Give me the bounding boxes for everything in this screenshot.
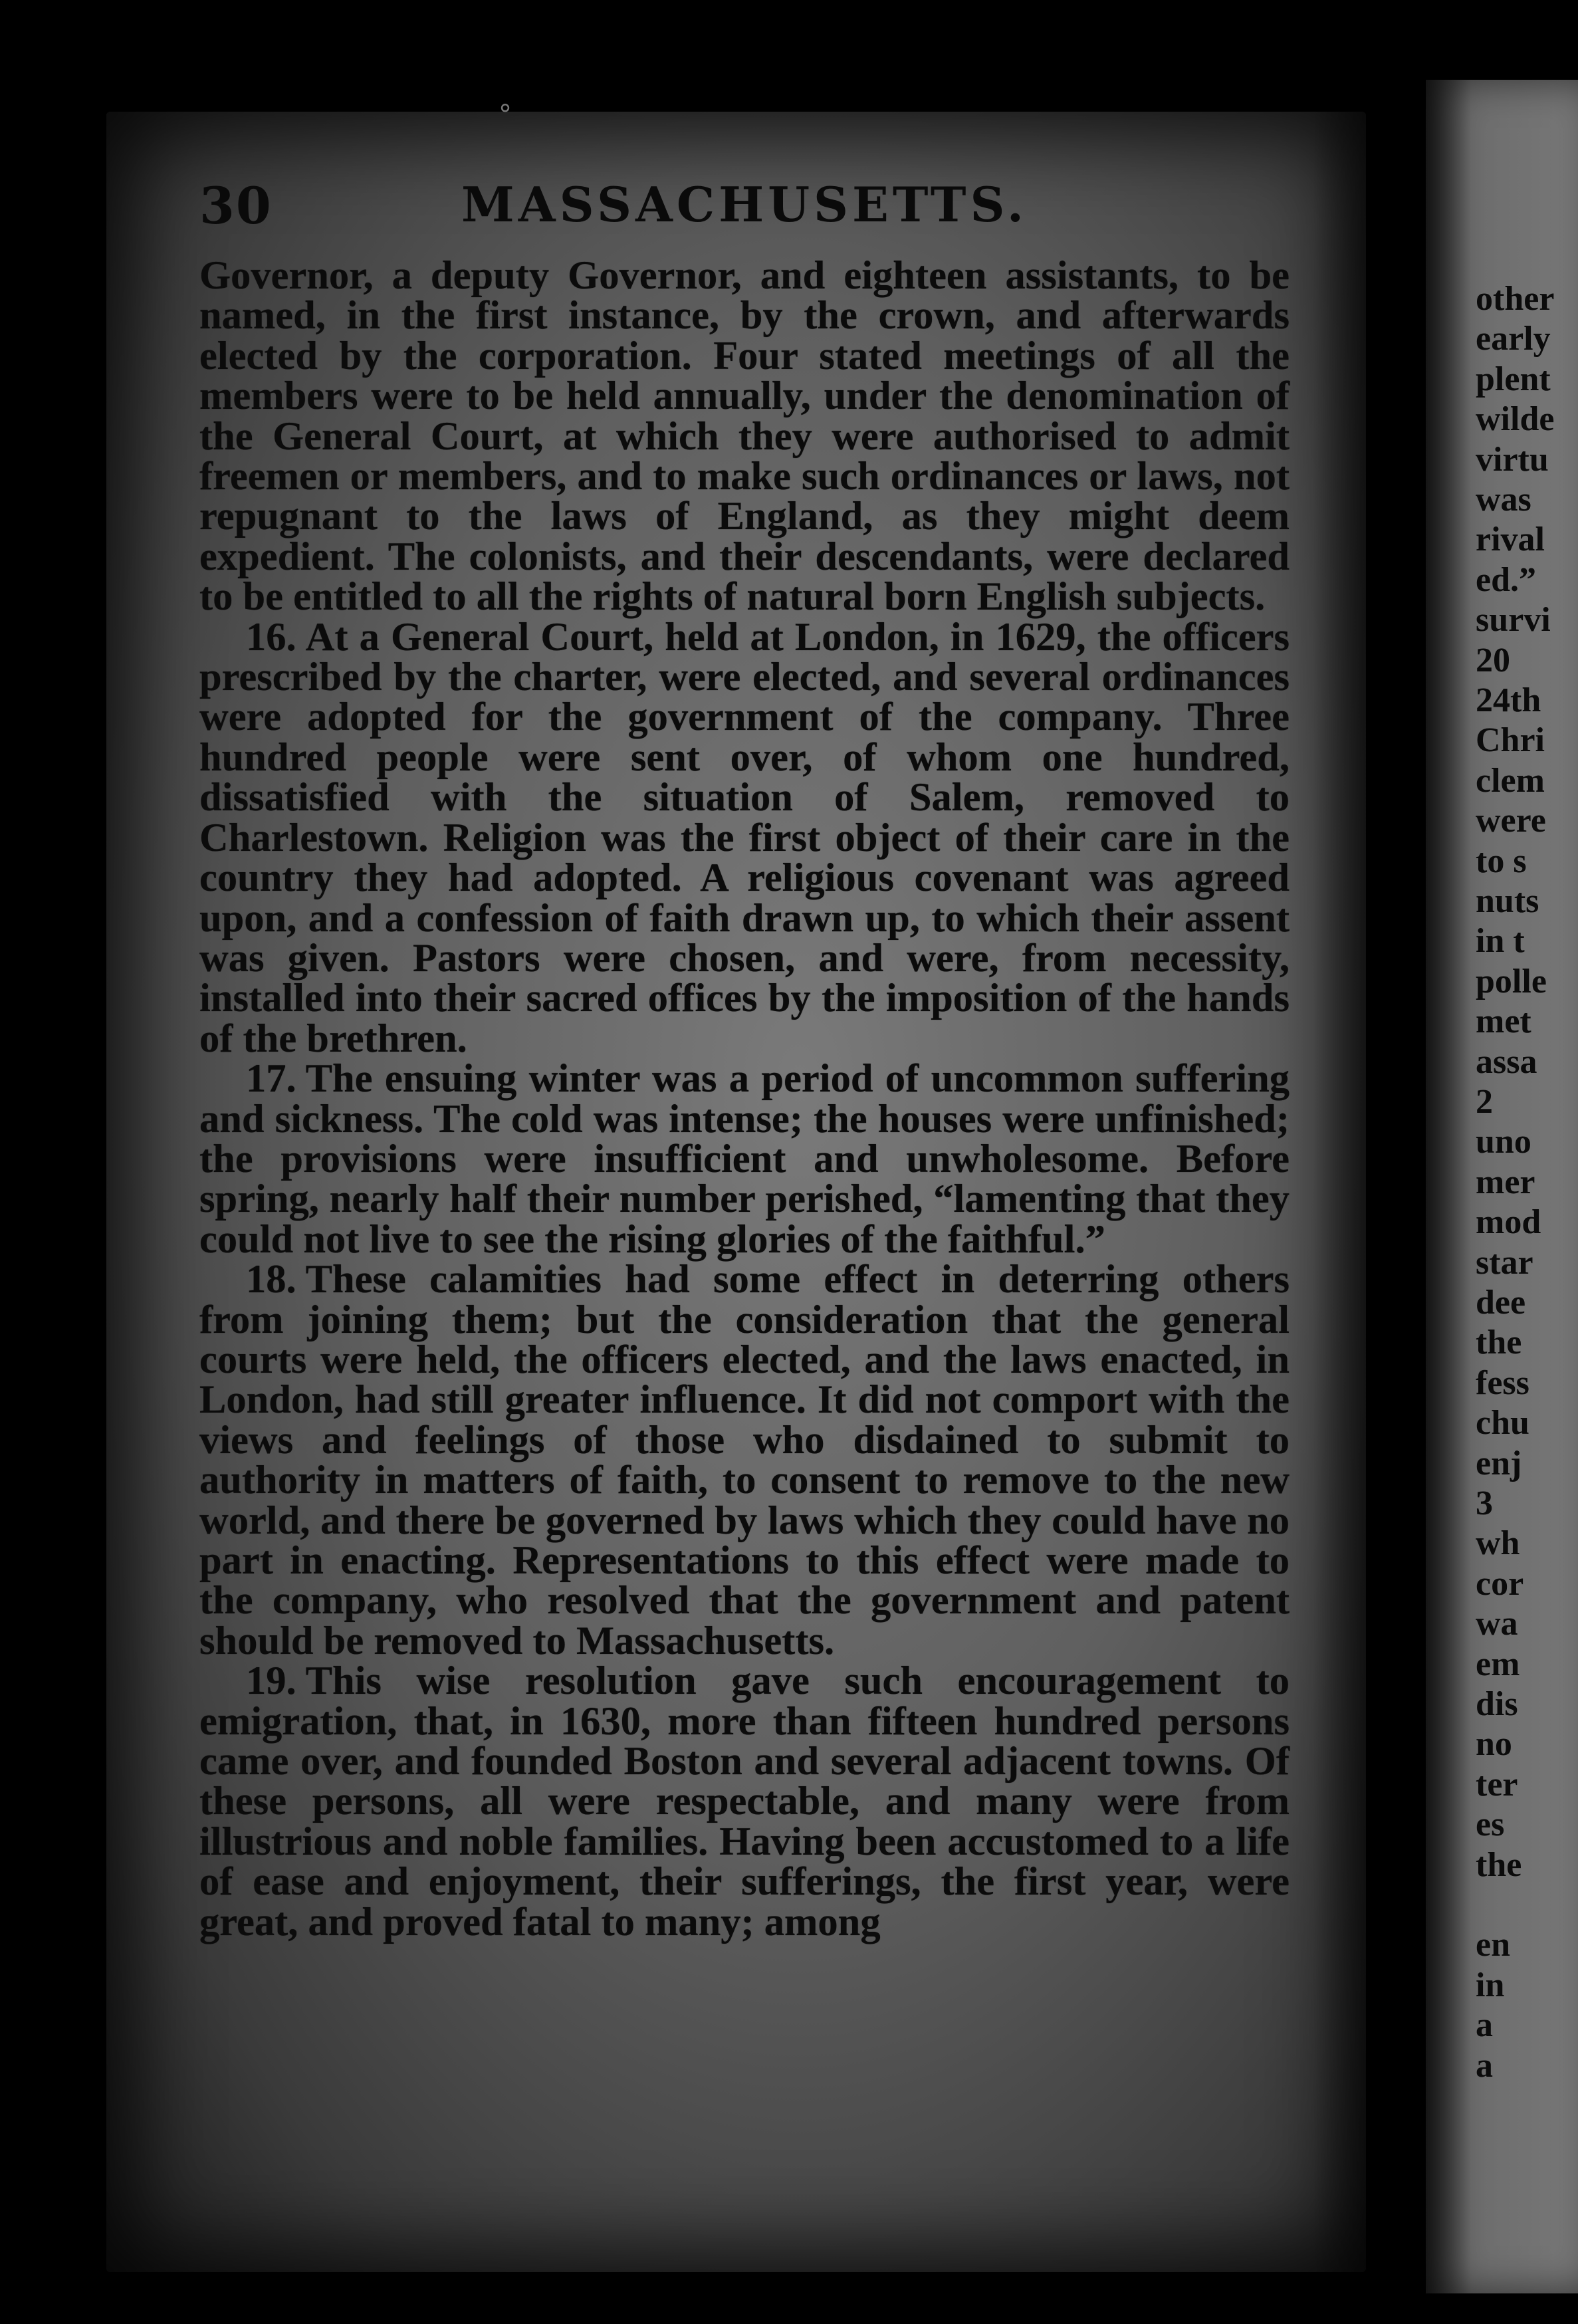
right-page-fragment: in t [1476,922,1525,961]
paragraph-18 [199,1257,1290,1663]
right-page-fragment: polle [1476,962,1547,1000]
paragraph-15-continued [199,253,1290,620]
paragraph-number: 19. [246,1659,296,1704]
right-page-fragment: in [1476,1966,1505,2004]
right-page-fragment: mer [1476,1163,1535,1201]
right-page-fragment: dee [1476,1284,1526,1322]
right-page-fragment: survi [1476,601,1551,639]
right-page-fragment: other [1476,280,1555,318]
right-page-fragment: assa [1476,1042,1537,1081]
right-page-fragment: wilde [1476,400,1555,439]
running-head: MASSACHUSETTS. [461,176,1028,233]
paragraph-text: The ensuing winter was a period of uncommon suffering and sickness. The cold was intense; the houses were unfinished; the provisions were insufficient and unwholesome. Before spring, nearly half their number perished, “lamenting that they could not live to see the rising glories of the faithful.” [199,1056,1290,1262]
right-page-fragment: wa [1476,1605,1518,1643]
paragraph-17 [199,1056,1290,1262]
paragraph-text: These calamities had some effect in deterring others from joining them; but the consideration that the general courts were held, the officers elected, and the laws enacted, in London, had still greater influence. It did not comport with the views and feelings of those who disdained to submit to authority in matters of faith, to consent to remove to the new world, and there be governed by laws which they could have no part in enacting. Representations to this effect were made to the company, who resolved that the government and patent should be removed to Massachusetts. [199,1257,1290,1663]
right-page-fragment: en [1476,1926,1510,1964]
right-page-fragment: ter [1476,1765,1518,1803]
page-body-text [199,253,1290,1944]
right-page-fragment: Chri [1476,721,1545,760]
right-page-fragment: wh [1476,1524,1520,1563]
right-page-fragment: uno [1476,1123,1531,1161]
paragraph-text: Governor, a deputy Governor, and eighteen assistants, to be named, in the first instance, by the crown, and afterwards elected by the corporation. Four stated meetings of all the members were to be held annually, under the denomination of the General Court, at which they were authorised to admit freemen or members, and to make such ordinances or laws, not repugnant to the laws of England, as they might deem expedient. The colonists, and their descendants, were declared to be entitled to all the rights of natural born English subjects. [199,253,1290,620]
paragraph-text: At a General Court, held at London, in 1629, the officers prescribed by the charter, were elected, and several ordinances were adopted for the government of the company. Three hundred people were sent over, of whom one hundred, dissatisfied with the situation of Salem, removed to Charlestown. Religion was the first object of their care in the country they had adopted. A religious covenant was agreed upon, and a confession of faith drawn up, to which their assent was given. Pastors were chosen, and were, from necessity, installed into their sacred offices by the imposition of the hands of the brethren. [199,614,1290,1061]
paragraph-text: This wise resolution gave such encouragement to emigration, that, in 1630, more than fifteen hundred persons came over, and founded Boston and several adjacent towns. Of these persons, all were respectable, and many were from illustrious and noble families. Having been accustomed to a life of ease and enjoyment, their sufferings, the first year, were great, and proved fatal to many; among [199,1659,1290,1944]
right-page-fragment: cor [1476,1564,1524,1603]
right-page-fragment: met [1476,1002,1531,1041]
paragraph-number: 16. [246,614,296,659]
right-page-fragment: 3 [1476,1484,1493,1522]
right-page-fragment: were [1476,802,1546,840]
right-page-fragment: chu [1476,1404,1529,1443]
right-page-fragment: 20 [1476,641,1510,679]
right-page-fragment: early [1476,320,1551,358]
right-page-fragment: ed.” [1476,560,1536,599]
right-page-fragment: enj [1476,1444,1522,1482]
right-page-fragment: star [1476,1243,1533,1282]
page-header [199,176,1290,236]
right-page-fragment: the [1476,1845,1522,1884]
right-page-fragment: 24th [1476,681,1541,719]
right-page-fragment: nuts [1476,882,1539,920]
page-gutter [1366,0,1426,2324]
paragraph-number: 17. [246,1056,296,1102]
right-page-fragment: em [1476,1645,1520,1683]
right-page-fragment: to s [1476,842,1527,880]
right-page-fragment: dis [1476,1685,1518,1723]
right-page-fragment: plent [1476,360,1551,398]
right-page-fragment: fess [1476,1363,1529,1402]
right-page-fragment: was [1476,481,1531,519]
paragraph-number: 18. [246,1257,296,1302]
right-page-fragment: the [1476,1324,1522,1362]
right-page-fragment: es [1476,1805,1505,1844]
right-page-fragment: mod [1476,1203,1541,1242]
paragraph-19 [199,1661,1290,1942]
page-number: 30 [199,176,273,235]
right-page-fragment: virtu [1476,440,1549,479]
right-page-fragment: rival [1476,521,1545,559]
right-page-fragment: 2 [1476,1083,1493,1121]
right-page-fragment: no [1476,1725,1512,1764]
right-page-fragment: clem [1476,761,1545,800]
right-page-fragment: a [1476,2046,1493,2085]
scan-speck: ° [499,100,512,130]
paragraph-16 [199,614,1290,1061]
right-page-fragment: a [1476,2006,1493,2045]
